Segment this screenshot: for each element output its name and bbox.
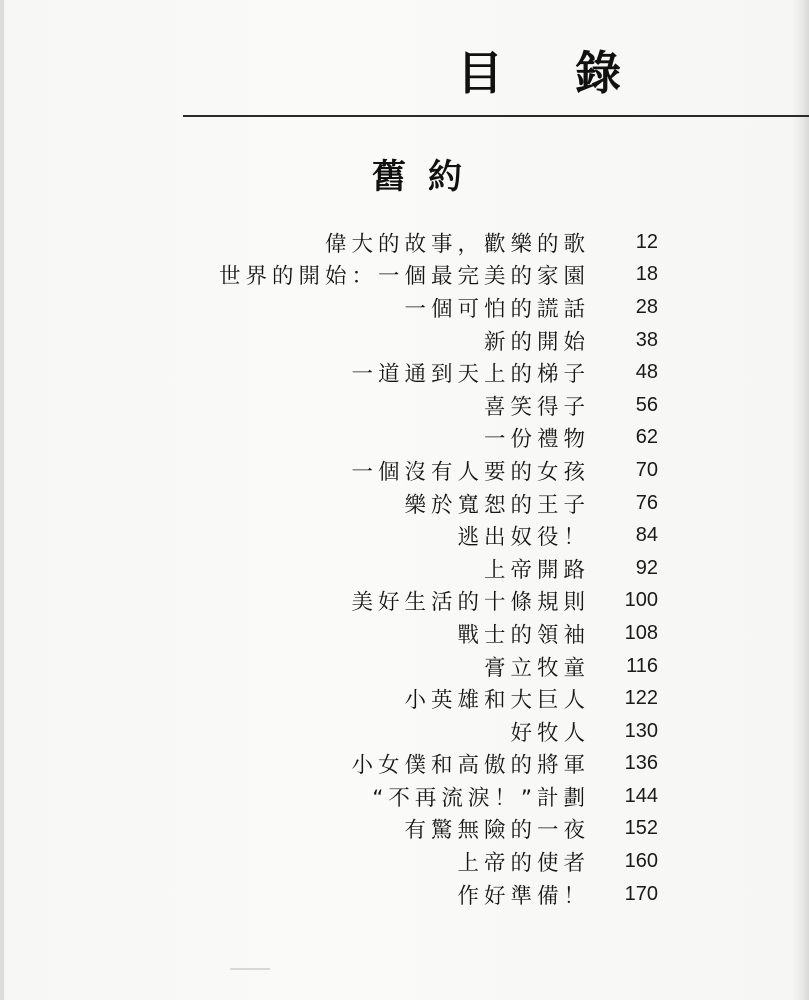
toc-entry-title: 新的開始	[483, 329, 590, 355]
toc-entry-title: 戰士的領袖	[457, 622, 590, 648]
table-of-contents	[150, 226, 670, 910]
toc-entry	[150, 878, 670, 911]
toc-entry-title: 喜笑得子	[483, 394, 590, 420]
toc-entry	[150, 682, 670, 715]
toc-entry-page: 48	[635, 361, 658, 384]
page-speck	[230, 968, 270, 970]
toc-entry-page: 84	[635, 524, 658, 547]
toc-entry	[150, 259, 670, 292]
toc-entry	[150, 780, 670, 813]
toc-entry-page: 62	[635, 426, 658, 449]
toc-entry-title: “不再流淚！”計劃	[372, 785, 590, 811]
toc-entry-page: 100	[624, 589, 658, 612]
toc-entry-title: 世界的開始：一個最完美的家園	[218, 264, 590, 290]
toc-entry	[150, 422, 670, 455]
toc-entry	[150, 813, 670, 846]
toc-entry	[150, 487, 670, 520]
toc-entry-page: 170	[624, 882, 658, 905]
toc-entry-page: 136	[624, 752, 658, 775]
toc-entry-title: 美好生活的十條規則	[351, 590, 590, 616]
toc-entry	[150, 585, 670, 618]
toc-entry-page: 116	[626, 654, 658, 677]
toc-entry-title: 樂於寬恕的王子	[404, 492, 590, 518]
toc-entry-page: 56	[635, 393, 658, 416]
toc-entry-title: 作好準備！	[457, 883, 590, 909]
toc-entry-page: 152	[624, 817, 658, 840]
section-title: 舊約	[372, 157, 484, 197]
toc-entry	[150, 748, 670, 781]
toc-entry	[150, 226, 670, 259]
toc-entry	[150, 617, 670, 650]
toc-entry-page: 76	[635, 491, 658, 514]
toc-entry-title: 一個可怕的謊話	[404, 296, 590, 322]
toc-entry-title: 小女僕和高傲的將軍	[351, 753, 590, 779]
toc-entry	[150, 715, 670, 748]
toc-entry-title: 有驚無險的一夜	[404, 818, 590, 844]
page-left-edge	[0, 0, 4, 1000]
toc-entry-title: 一份禮物	[483, 427, 590, 453]
toc-entry-page: 130	[624, 719, 658, 742]
toc-entry-title: 好牧人	[510, 720, 590, 746]
toc-entry-title: 一道通到天上的梯子	[351, 362, 590, 388]
toc-entry	[150, 324, 670, 357]
toc-entry-title: 膏立牧童	[483, 655, 590, 681]
toc-entry	[150, 454, 670, 487]
toc-entry-page: 18	[635, 263, 658, 286]
toc-entry-page: 70	[635, 458, 658, 481]
toc-entry	[150, 291, 670, 324]
toc-entry	[150, 552, 670, 585]
toc-entry	[150, 389, 670, 422]
toc-entry-page: 92	[635, 556, 658, 579]
toc-entry-title: 一個沒有人要的女孩	[351, 459, 590, 485]
toc-entry-page: 122	[624, 687, 658, 710]
page-heading: 目 錄	[456, 46, 649, 100]
toc-entry-page: 28	[635, 295, 658, 318]
toc-entry-page: 38	[635, 328, 658, 351]
toc-entry-title: 上帝開路	[483, 557, 590, 583]
toc-entry-page: 108	[624, 621, 658, 644]
toc-entry	[150, 650, 670, 683]
toc-entry-page: 144	[624, 784, 658, 807]
toc-entry	[150, 356, 670, 389]
toc-entry-page: 12	[635, 230, 658, 253]
heading-rule	[183, 115, 809, 117]
toc-entry	[150, 519, 670, 552]
toc-entry-title: 逃出奴役！	[457, 525, 590, 551]
toc-entry-title: 小英雄和大巨人	[404, 688, 590, 714]
toc-entry-title: 偉大的故事，歡樂的歌	[324, 231, 590, 257]
toc-entry	[150, 845, 670, 878]
page-edge-shadow	[791, 0, 809, 1000]
toc-entry-page: 160	[624, 850, 658, 873]
toc-entry-title: 上帝的使者	[457, 851, 590, 877]
